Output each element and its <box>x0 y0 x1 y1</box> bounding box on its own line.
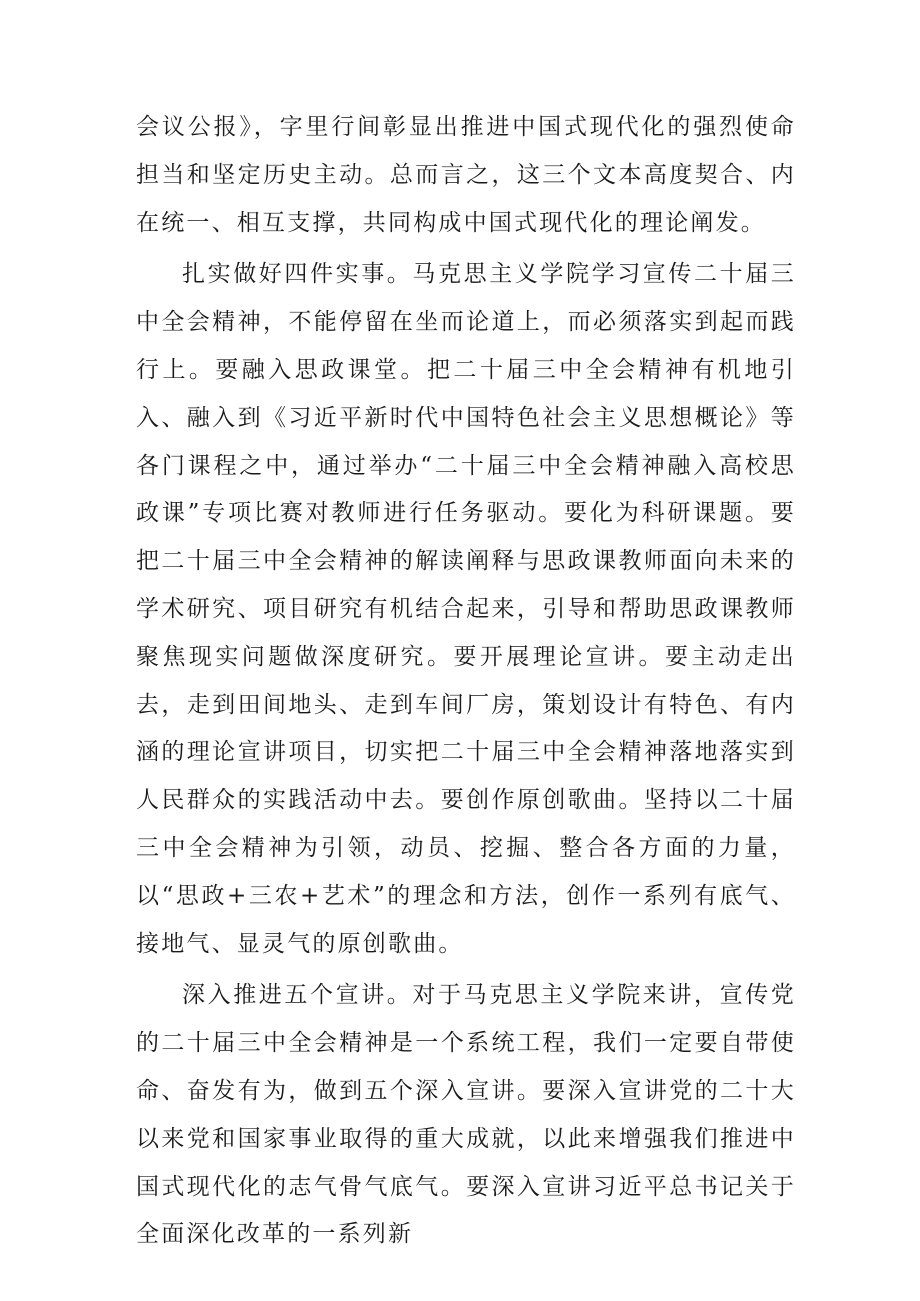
paragraph-five-lectures: 深入推进五个宣讲。对于马克思主义学院来讲，宣传党的二十届三中全会精神是一个系统工程，我们一定要自带使命、奋发有为，做到五个深入宣讲。要深入宣讲党的二十大以来党和国家事业取得的重大成就，以此来增强我们推进中国式现代化的志气骨气底气。要深入宣讲习近平总书记关于全面深化改革的一系列新 <box>136 982 796 1248</box>
paragraph-four-tasks: 扎实做好四件实事。马克思主义学院学习宣传二十届三中全会精神，不能停留在坐而论道上，而必须落实到起而践行上。要融入思政课堂。把二十届三中全会精神有机地引入、融入到《习近平新时代中国特色社会主义思想概论》等各门课程之中，通过举办“二十届三中全会精神融入高校思政课”专项比赛对教师进行任务驱动。要化为科研课题。要把二十届三中全会精神的解读阐释与思政课教师面向未来的学术研究、项目研究有机结合起来，引导和帮助思政课教师聚焦现实问题做深度研究。要开展理论宣讲。要主动走出去，走到田间地头、走到车间厂房，策划设计有特色、有内涵的理论宣讲项目，切实把二十届三中全会精神落地落实到人民群众的实践活动中去。要创作原创歌曲。坚持以二十届三中全会精神为引领，动员、挖掘、整合各方面的力量，以“思政+三农+艺术”的理念和方法，创作一系列有底气、接地气、显灵气的原创歌曲。 <box>136 261 796 957</box>
document-body <box>136 104 796 1259</box>
paragraph-continuation: 会议公报》，字里行间彰显出推进中国式现代化的强烈使命担当和坚定历史主动。总而言之，这三个文本高度契合、内在统一、相互支撑，共同构成中国式现代化的理论阐发。 <box>136 114 796 236</box>
